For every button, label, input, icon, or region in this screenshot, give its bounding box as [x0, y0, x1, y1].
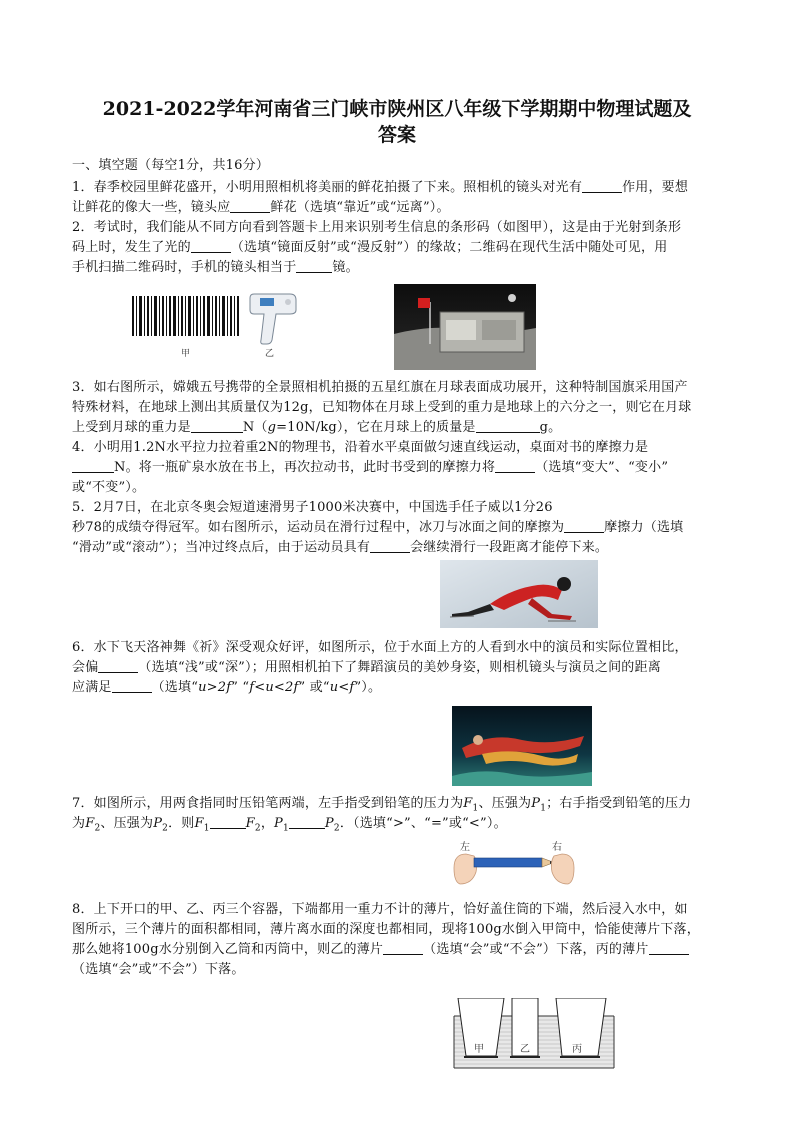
q5-line-2: 秒78的成绩夺得冠军。如右图所示，运动员在滑行过程中，冰刀与冰面之间的摩擦为 摩擦力（选填 [72, 520, 684, 535]
flag-icon [418, 298, 430, 308]
answer-blank[interactable] [191, 418, 243, 433]
q3-line-1: 3．如右图所示，嫦娥五号携带的全景照相机拍摄的五星红旗在月球表面成功展开，这种特制国旗采用国产 [72, 380, 688, 395]
section-heading: 一、填空题（每空1分，共16分） [72, 158, 270, 173]
q7-line-2: 为$F_2$、压强为$P_2$．则$F_1$ $F_2$，$P_1$ $P_2$．（选填“>”、“=”或“<”）。 [72, 816, 507, 834]
left-finger-icon [454, 854, 477, 884]
barcode-icon [132, 296, 239, 336]
caption-yi: 乙 [520, 1044, 530, 1055]
answer-blank[interactable] [370, 538, 410, 553]
q8-line-1: 8．上下开口的甲、乙、丙三个容器，下端都用一重力不计的薄片，恰好盖住筒的下端，然后浸入水中，如 [72, 902, 688, 917]
barcode-thermometer-figure [130, 290, 310, 358]
caption-right: 右 [552, 842, 562, 853]
q8-line-3: 那么她将100g水分别倒入乙筒和丙筒中，则乙的薄片 （选填“会”或“不会”）下落，丙的薄片 [72, 940, 728, 960]
q4-line-1: 4．小明用1.2N水平拉力拉着重2N的物理书，沿着水平桌面做匀速直线运动，桌面对书的摩擦力是 [72, 440, 649, 455]
answer-blank[interactable] [210, 814, 246, 829]
answer-blank[interactable] [564, 518, 604, 533]
answer-blank[interactable] [98, 658, 138, 673]
pencil-icon [474, 858, 542, 867]
answer-blank[interactable] [476, 418, 540, 433]
answer-blank[interactable] [649, 940, 689, 955]
q3-line-2: 特殊材料，在地球上测出其质量仅为12g，已知物体在月球上受到的重力是地球上的六分之一，则它在月球 [72, 400, 692, 415]
caption-bing: 丙 [572, 1044, 582, 1055]
answer-blank[interactable] [296, 258, 332, 273]
answer-blank[interactable] [289, 814, 325, 829]
q1-line-1: 1．春季校园里鲜花盛开，小明用照相机将美丽的鲜花拍摄了下来。照相机的镜头对光有 作用，要想 [72, 180, 689, 195]
caption-jia: 甲 [474, 1044, 484, 1055]
q5-line-1: 5．2月7日，在北京冬奥会短道速滑男子1000米决赛中，中国选手任子威以1分26 [72, 500, 553, 515]
q1-line-2: 让鲜花的像大一些，镜头应 鲜花（选填“靠近”或“远离”）。 [72, 200, 450, 215]
caption-jia: 甲 [181, 349, 191, 359]
answer-blank[interactable] [112, 678, 152, 693]
q6-line-3: 应满足 （选填“u>2f” “f<u<2f” 或“u<f”）。 [72, 680, 382, 695]
answer-blank[interactable] [495, 458, 535, 473]
q4-line-2: N。将一瓶矿泉水放在书上，再次拉动书，此时书受到的摩擦力将 （选填“变大”、“变小” [72, 458, 728, 478]
answer-blank[interactable] [383, 940, 423, 955]
q8-line-4: （选填“会”或”不会”）下落。 [72, 962, 245, 977]
speed-skater-photo [440, 560, 598, 628]
moon-flag-photo [394, 284, 536, 370]
title-line-1: 2021-2022学年河南省三门峡市陕州区八年级下学期期中物理试题及 [102, 98, 692, 120]
q6-line-1: 6．水下飞天洛神舞《祈》深受观众好评，如图所示，位于水面上方的人看到水中的演员和实际位置相比， [72, 640, 688, 655]
title-line-2: 答案 [377, 124, 416, 146]
underwater-dancer-photo [452, 706, 592, 786]
answer-blank[interactable] [582, 178, 622, 193]
right-finger-icon [551, 854, 574, 884]
three-containers-figure [452, 998, 618, 1070]
q7-line-1: 7．如图所示，用两食指同时压铅笔两端，左手指受到铅笔的压力为$F_1$、压强为$P_1$；右手指受到铅笔的压力 [72, 796, 692, 814]
q2-line-1: 2．考试时，我们能从不同方向看到答题卡上用来识别考生信息的条形码（如图甲），这是由于光射到条形 [72, 220, 682, 235]
q2-line-3: 手机扫描二维码时，手机的镜头相当于 镜。 [72, 260, 359, 275]
answer-blank[interactable] [230, 198, 270, 213]
answer-blank[interactable] [191, 238, 231, 253]
thermometer-gun-icon [250, 294, 296, 344]
page-title [60, 96, 734, 148]
answer-blank[interactable] [72, 458, 114, 473]
q2-line-2: 码上时，发生了光的 （选填“镜面反射”或“漫反射”）的缘故；二维码在现代生活中随处可见，用 [72, 240, 668, 255]
caption-left: 左 [460, 842, 470, 853]
q3-line-3: 上受到月球的重力是 N（g=10N/kg），它在月球上的质量是 g。 [72, 420, 562, 435]
q5-line-3: “滑动”或“滚动”）；当冲过终点后，由于运动员具有 会继续滑行一段距离才能停下来。 [72, 540, 609, 555]
caption-yi: 乙 [265, 349, 275, 359]
q4-line-3: 或“不变”）。 [72, 480, 146, 495]
q8-line-2: 图所示，三个薄片的面积都相同，薄片离水面的深度也都相同，现将100g水倒入甲筒中，恰能使薄片下落， [72, 922, 700, 937]
q6-line-2: 会偏 （选填“浅”或“深”）；用照相机拍下了舞蹈演员的美妙身姿，则相机镜头与演员之间的距离 [72, 660, 661, 675]
